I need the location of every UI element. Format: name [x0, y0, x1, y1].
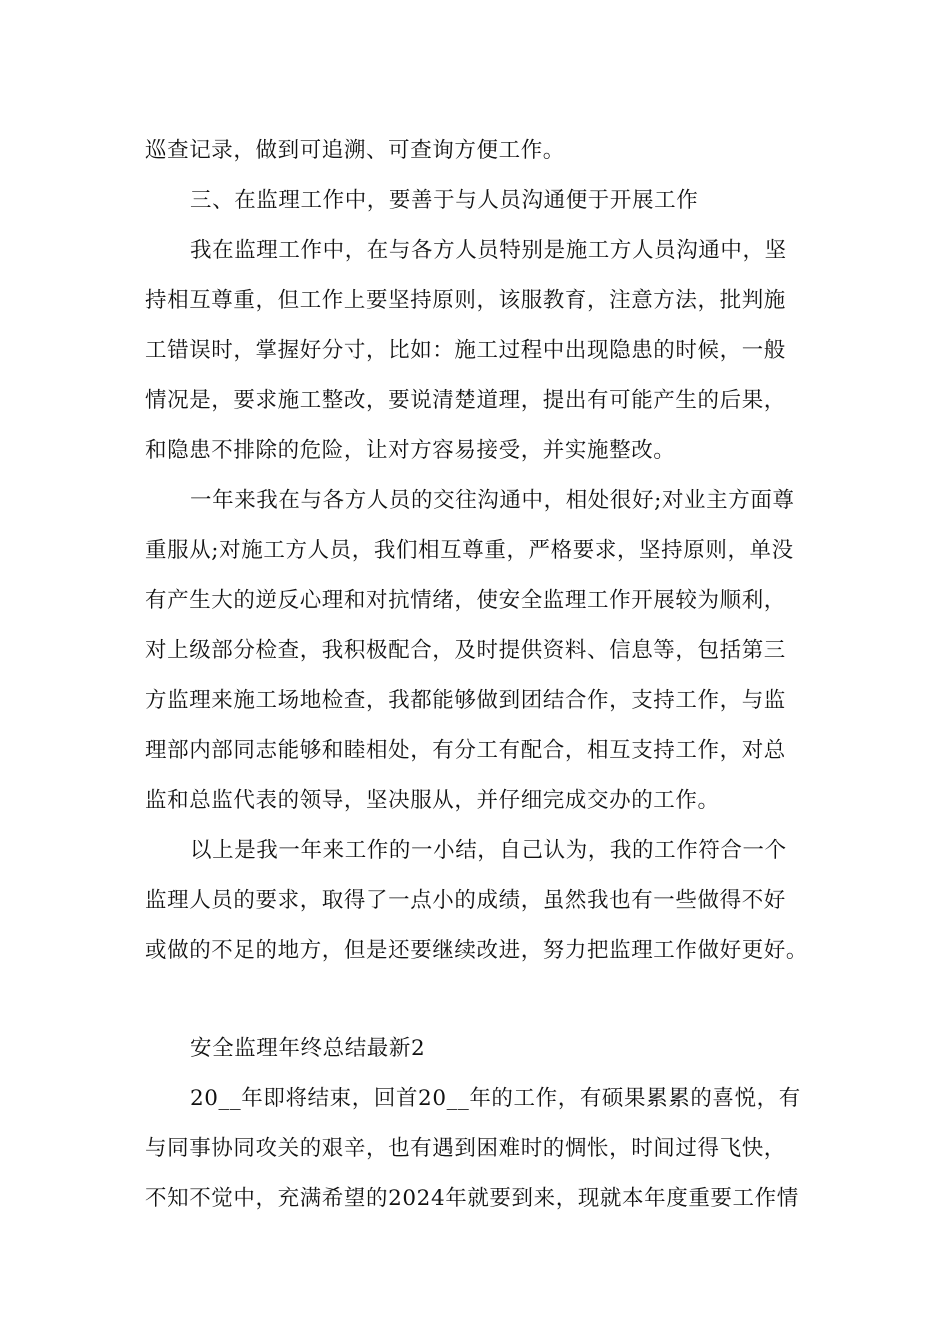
text-line: 或做的不足的地方，但是还要继续改进，努力把监理工作做好更好。 [145, 938, 809, 963]
text-line: 监和总监代表的领导，坚决服从，并仔细完成交办的工作。 [145, 788, 720, 813]
text-line: 重服从;对施工方人员，我们相互尊重，严格要求，坚持原则，单没 [145, 538, 794, 563]
text-line: 以上是我一年来工作的一小结，自己认为，我的工作符合一个 [190, 838, 787, 863]
text-line: 持相互尊重，但工作上要坚持原则，该服教育，注意方法，批判施 [145, 288, 786, 313]
text-line: 20__年即将结束，回首20__年的工作，有硕果累累的喜悦，有 [190, 1086, 801, 1111]
text-line: 我在监理工作中，在与各方人员特别是施工方人员沟通中，坚 [190, 238, 787, 263]
section-heading: 三、在监理工作中，要善于与人员沟通便于开展工作 [190, 188, 699, 213]
text-line: 有产生大的逆反心理和对抗情绪，使安全监理工作开展较为顺利， [145, 588, 786, 613]
text-line: 与同事协同攻关的艰辛，也有遇到困难时的惆怅，时间过得飞快， [145, 1136, 786, 1161]
text-line: 对上级部分检查，我积极配合，及时提供资料、信息等，包括第三 [145, 638, 786, 663]
text-line: 和隐患不排除的危险，让对方容易接受，并实施整改。 [145, 438, 676, 463]
text-line: 方监理来施工场地检查，我都能够做到团结合作，支持工作，与监 [145, 688, 786, 713]
text-line: 不知不觉中，充满希望的2024年就要到来，现就本年度重要工作情 [145, 1186, 799, 1211]
text-line: 巡查记录，做到可追溯、可查询方便工作。 [145, 138, 565, 163]
text-line: 工错误时，掌握好分寸，比如：施工过程中出现隐患的时候，一般 [145, 338, 786, 363]
text-line: 一年来我在与各方人员的交往沟通中，相处很好;对业主方面尊 [190, 488, 795, 513]
text-line: 监理人员的要求，取得了一点小的成绩，虽然我也有一些做得不好 [145, 888, 786, 913]
document-title: 安全监理年终总结最新2 [190, 1036, 426, 1061]
text-line: 理部内部同志能够和睦相处，有分工有配合，相互支持工作，对总 [145, 738, 786, 763]
text-line: 情况是，要求施工整改，要说清楚道理，提出有可能产生的后果， [145, 388, 786, 413]
